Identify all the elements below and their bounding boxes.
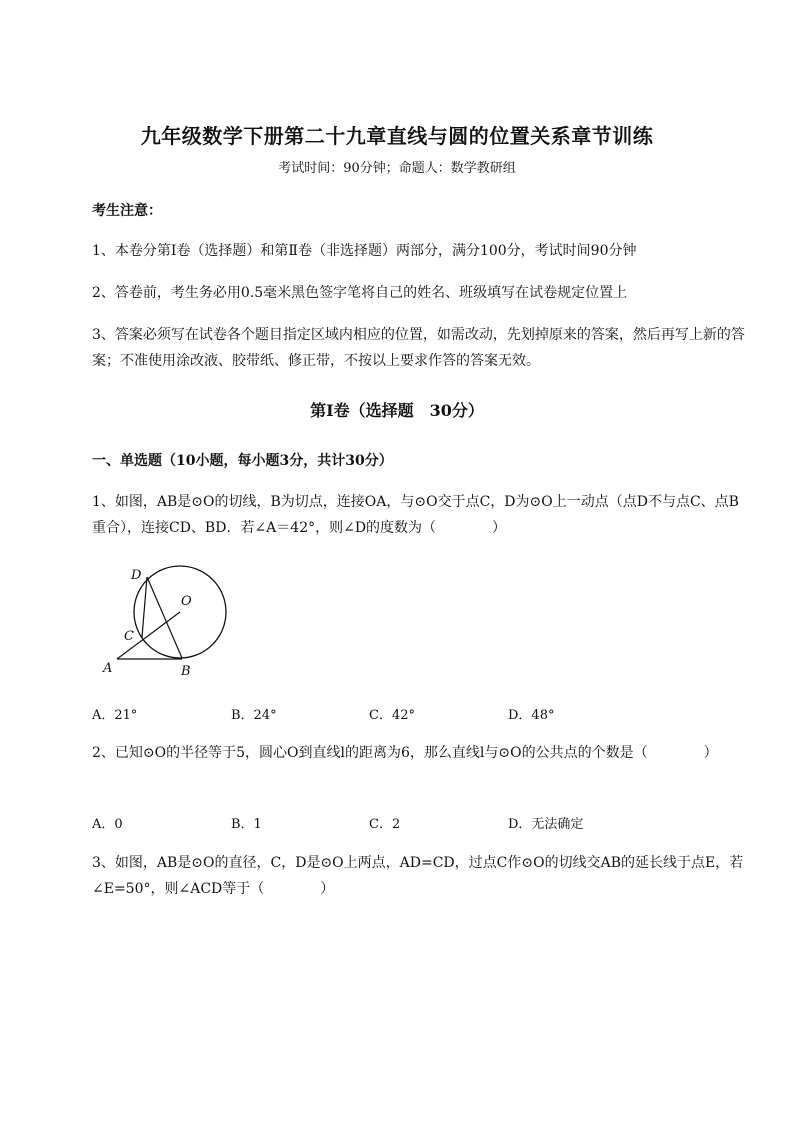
question-1-text: 1、如图，AB是⊙O的切线，B为切点，连接OA，与⊙O交于点C，D为⊙O上一动点（点D不与点C、点B重合），连接CD、BD．若∠A＝42°，则∠D的度数为（ ）	[92, 494, 739, 536]
option-d[interactable]: D．无法确定	[508, 817, 584, 832]
option-c[interactable]: C．42°	[369, 708, 415, 723]
page-title: 九年级数学下册第二十九章直线与圆的位置关系章节训练	[140, 124, 654, 148]
label-a: A	[103, 661, 113, 676]
option-a[interactable]: A．0	[92, 817, 123, 832]
notice-heading: 考生注意：	[92, 203, 162, 219]
label-o: O	[181, 594, 192, 609]
question-2-text: 2、已知⊙O的半径等于5，圆心O到直线l的距离为6，那么直线l与⊙O的公共点的个数是（ ）	[92, 745, 718, 761]
chord-db	[147, 577, 182, 658]
question-1-figure	[95, 560, 235, 685]
notice-item-1: 1、本卷分第I卷（选择题）和第Ⅱ卷（非选择题）两部分，满分100分，考试时间90分钟	[92, 243, 637, 259]
label-b: B	[181, 664, 191, 679]
option-a[interactable]: A．21°	[92, 708, 138, 723]
question-3-text: 3、如图，AB是⊙O的直径，C，D是⊙O上两点，AD=CD，过点C作⊙O的切线交AB的延长线于点E，若∠E=50°，则∠ACD等于（ ）	[92, 855, 744, 897]
option-d[interactable]: D．48°	[508, 708, 555, 723]
section-title: 第I卷（选择题 30分）	[310, 401, 484, 420]
label-d: D	[131, 568, 142, 583]
option-b[interactable]: B．1	[231, 817, 262, 832]
option-c[interactable]: C．2	[369, 817, 401, 832]
notice-item-3: 3、答案必须写在试卷各个题目指定区域内相应的位置，如需改动，先划掉原来的答案，然后再写上新的答案；不准使用涂改液、胶带纸、修正带，不按以上要求作答的答案无效。	[92, 327, 745, 369]
exam-info: 考试时间：90分钟；命题人：数学教研组	[278, 161, 516, 176]
option-b[interactable]: B．24°	[231, 708, 277, 723]
part-heading: 一、单选题（10小题，每小题3分，共计30分）	[92, 453, 393, 469]
label-c: C	[124, 629, 134, 644]
notice-item-2: 2、答卷前，考生务必用0.5毫米黑色签字笔将自己的姓名、班级填写在试卷规定位置上	[92, 285, 628, 301]
